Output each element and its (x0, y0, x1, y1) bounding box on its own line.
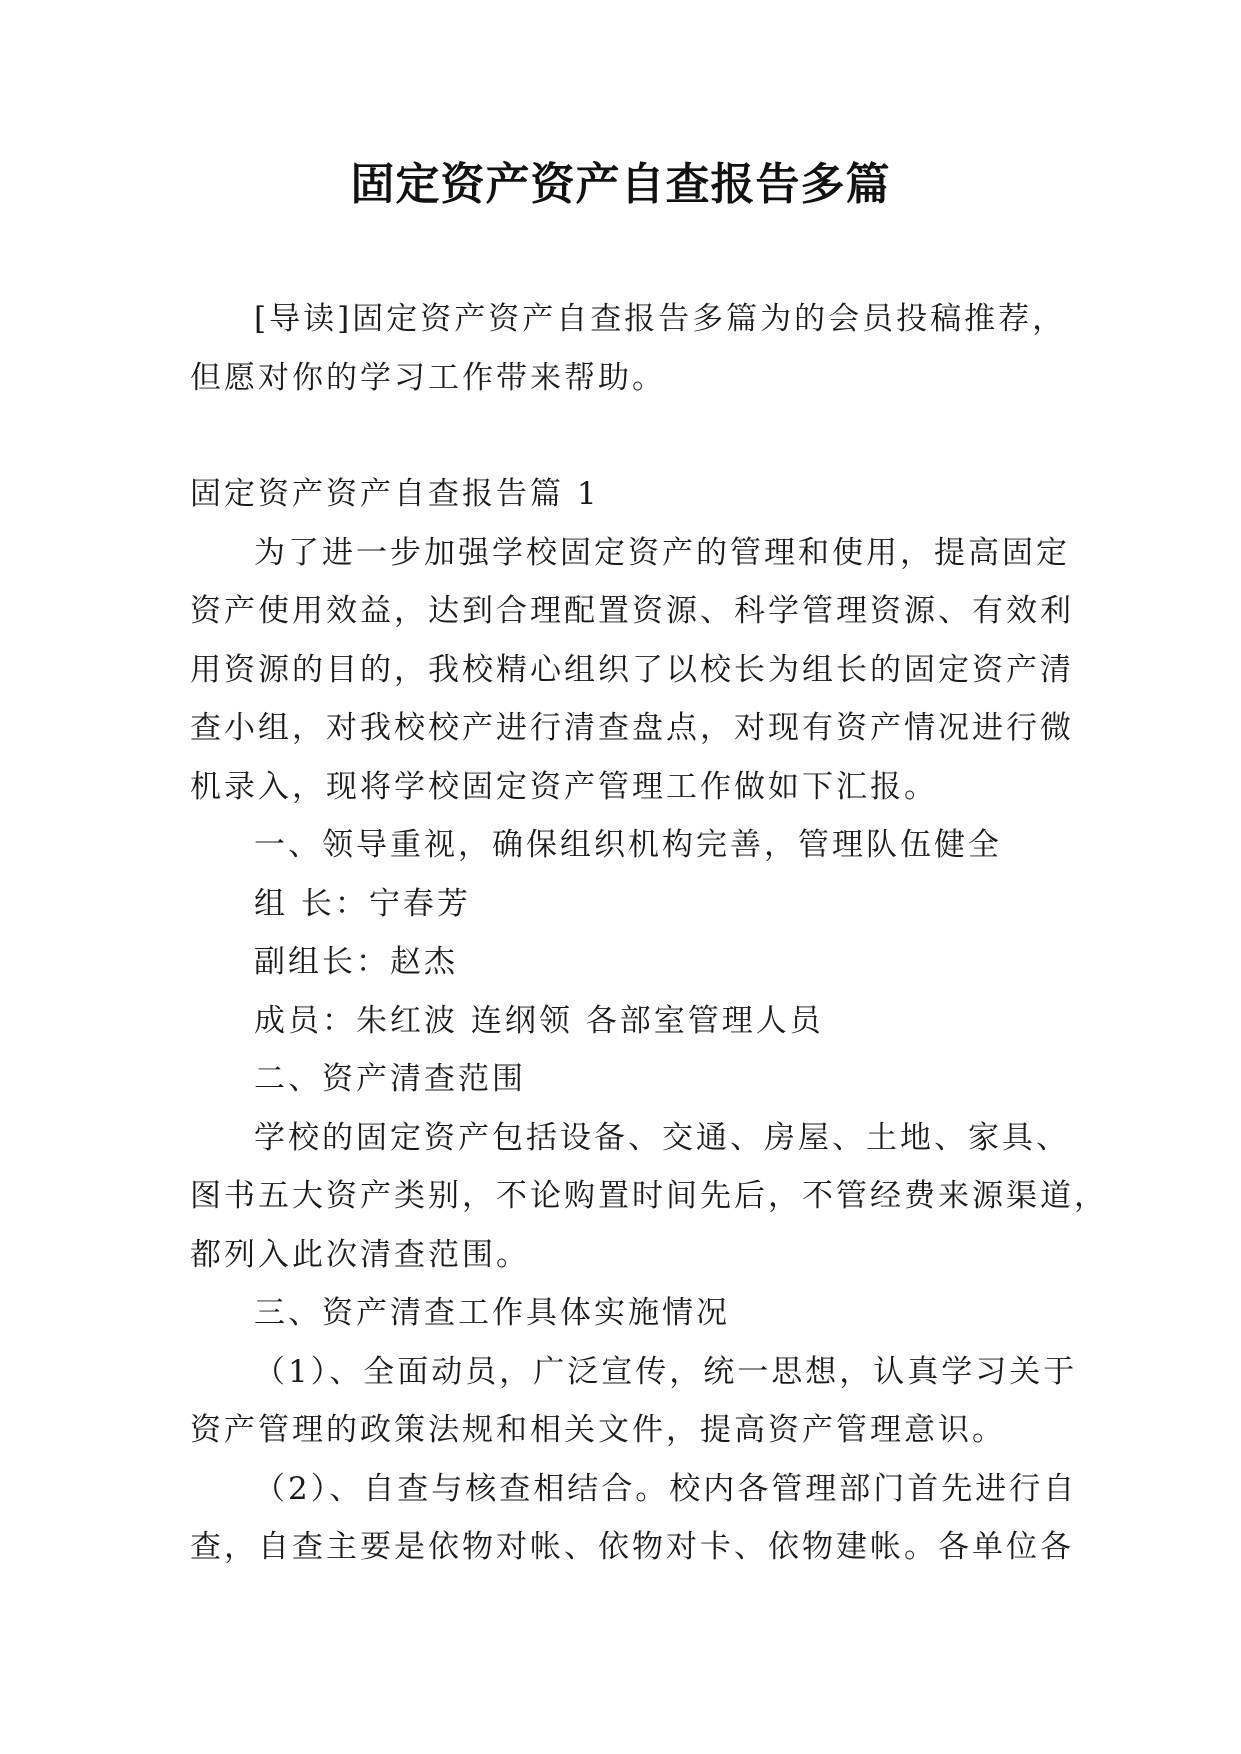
paragraph-1 (190, 524, 1074, 817)
deputy-line (190, 933, 1050, 992)
members-text: 成员：朱红波 连纲领 各部室管理人员 (254, 1002, 824, 1039)
intro-line: 但愿对你的学习工作带来帮助。 (190, 359, 666, 396)
paragraph-line: （2）、自查与核查相结合。校内各管理部门首先进行自 (254, 1470, 1078, 1507)
paragraph-line: 图书五大资产类别，不论购置时间先后，不管经费来源渠道， (190, 1178, 1108, 1214)
paragraph-line: 为了进一步加强学校固定资产的管理和使用，提高固定 (254, 534, 1070, 571)
paragraph-2 (190, 1109, 1108, 1285)
leader-text: 组 长：宁春芳 (254, 885, 471, 922)
item-2 (190, 1460, 1078, 1577)
paragraph-line: 查，自查主要是依物对帐、依物对卡、依物建帐。各单位各 (190, 1529, 1074, 1565)
members-line (190, 992, 1050, 1051)
heading-text: 三、资产清查工作具体实施情况 (254, 1295, 730, 1331)
paragraph-line: 用资源的目的，我校精心组织了以校长为组长的固定资产清 (190, 651, 1074, 688)
heading-2 (190, 1050, 1050, 1109)
heading-text: 二、资产清查范围 (254, 1061, 526, 1097)
item-1 (190, 1343, 1078, 1460)
paragraph-line: 都列入此次清查范围。 (190, 1236, 530, 1273)
document-body (190, 290, 1108, 1577)
paragraph-line: 查小组，对我校校产进行清查盘点，对现有资产情况进行微 (190, 710, 1074, 746)
intro-paragraph (190, 290, 1067, 407)
section-heading-text: 固定资产资产自查报告篇 1 (190, 476, 600, 512)
heading-1 (190, 816, 1050, 875)
deputy-text: 副组长：赵杰 (254, 944, 458, 980)
paragraph-line: 资产管理的政策法规和相关文件，提高资产管理意识。 (190, 1412, 1006, 1448)
paragraph-line: 学校的固定资产包括设备、交通、房屋、土地、家具、 (254, 1119, 1070, 1156)
paragraph-line: （1）、全面动员，广泛宣传，统一思想，认真学习关于 (254, 1353, 1078, 1390)
document-title: 固定资产资产自查报告多篇 (350, 159, 891, 210)
heading-text: 一、领导重视，确保组织机构完善，管理队伍健全 (254, 827, 1002, 863)
paragraph-line: 资产使用效益，达到合理配置资源、科学管理资源、有效利 (190, 593, 1074, 629)
intro-line: [导读]固定资产资产自查报告多篇为的会员投稿推荐， (254, 301, 1067, 337)
paragraph-line: 机录入，现将学校固定资产管理工作做如下汇报。 (190, 768, 938, 805)
section-heading (190, 465, 1050, 524)
paragraph-gap (190, 407, 1050, 465)
leader-line (190, 875, 1050, 934)
heading-3 (190, 1284, 1050, 1343)
